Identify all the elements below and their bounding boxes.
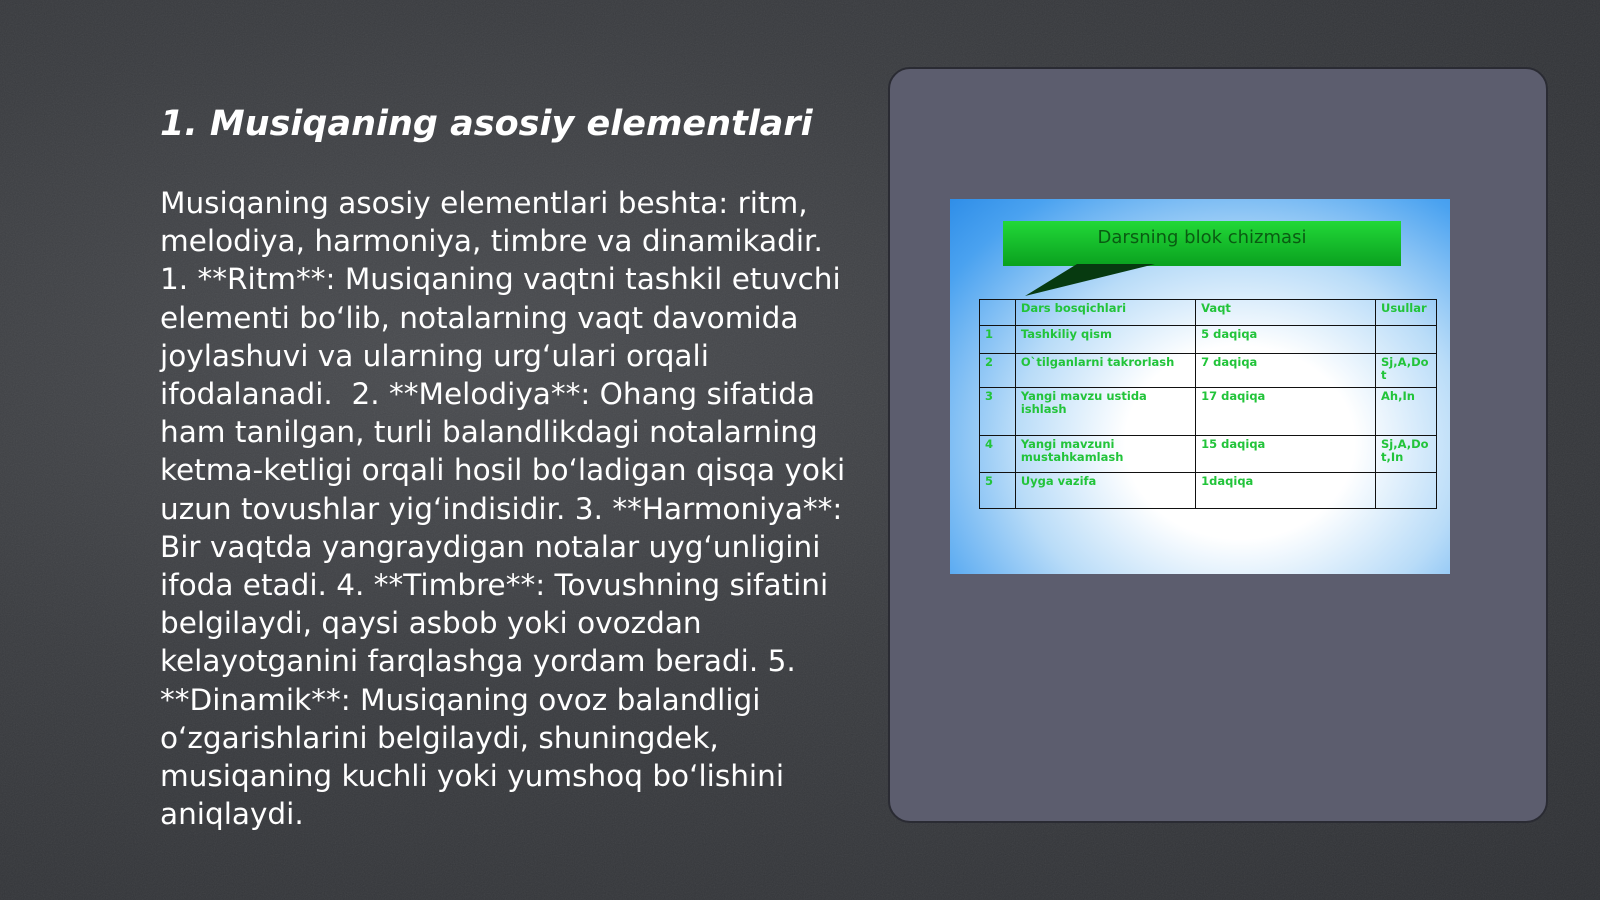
table-header-cell: Vaqt: [1196, 300, 1376, 326]
banner-title: Darsning blok chizmasi: [1097, 227, 1307, 248]
embedded-lesson-image: [950, 199, 1450, 574]
table-cell: 15 daqiqa: [1196, 436, 1376, 473]
slide-body-text: Musiqaning asosiy elementlari beshta: ritm, melodiya, harmoniya, timbre va dinamikadir. 1. **Ritm**: Musiqaning vaqtni tashkil etuvchi elementi boʻlib, notalarning vaqt davomida joylashuvi va ularning urgʻulari orqali ifodalanadi. 2. **Melodiya**: Ohang sifatida ham tanilgan, turli balandlikdagi notalarning ketma-ketligi orqali hosil boʻladigan qisqa yoki uzun tovushlar yigʻindisidir. 3. **Harmoniya**: Bir vaqtda yangraydigan notalar uygʻunligini ifoda etadi. 4. **Timbre**: Tovushning sifatini belgilaydi, qaysi asbob yoki ovozdan kelayotganini farqlashga yordam beradi. 5. **Dinamik**: Musiqaning ovoz balandligi oʻzgarishlarini belgilaydi, shuningdek, musiqaning kuchli yoki yumshoq boʻlishini aniqlaydi.: [160, 186, 855, 832]
table-header-cell: Usullar: [1376, 300, 1437, 326]
table-header-row: [980, 300, 1437, 326]
table-row: [980, 473, 1437, 509]
table-row: [980, 388, 1437, 436]
table-cell: Yangi mavzu ustida ishlash: [1015, 388, 1195, 436]
table-cell: Sj,A,Do t,In: [1376, 436, 1437, 473]
table-cell: 5 daqiqa: [1196, 326, 1376, 354]
table-cell: 1: [980, 326, 1016, 354]
table-header-cell: [980, 300, 1016, 326]
table-cell: Uyga vazifa: [1015, 473, 1195, 509]
table-row: [980, 326, 1437, 354]
table-row: [980, 354, 1437, 388]
table-cell: Ah,In: [1376, 388, 1437, 436]
table-cell: [1376, 326, 1437, 354]
table-cell: 2: [980, 354, 1016, 388]
banner: [1003, 221, 1401, 266]
table-cell: 4: [980, 436, 1016, 473]
lesson-plan-table: [979, 299, 1437, 509]
table-cell: Yangi mavzuni mustahkamlash: [1015, 436, 1195, 473]
table-row: [980, 436, 1437, 473]
table-cell: Tashkiliy qism: [1015, 326, 1195, 354]
table-cell: 1daqiqa: [1196, 473, 1376, 509]
table-cell: [1376, 473, 1437, 509]
table-cell: 5: [980, 473, 1016, 509]
table-header-cell: Dars bosqichlari: [1015, 300, 1195, 326]
slide-title: 1. Musiqaning asosiy elementlari: [160, 104, 813, 144]
table-cell: 17 daqiqa: [1196, 388, 1376, 436]
table-cell: 3: [980, 388, 1016, 436]
table-cell: 7 daqiqa: [1196, 354, 1376, 388]
table-cell: Sj,A,Do t: [1376, 354, 1437, 388]
table-cell: O`tilganlarni takrorlash: [1015, 354, 1195, 388]
banner-tail: [1025, 264, 1155, 299]
